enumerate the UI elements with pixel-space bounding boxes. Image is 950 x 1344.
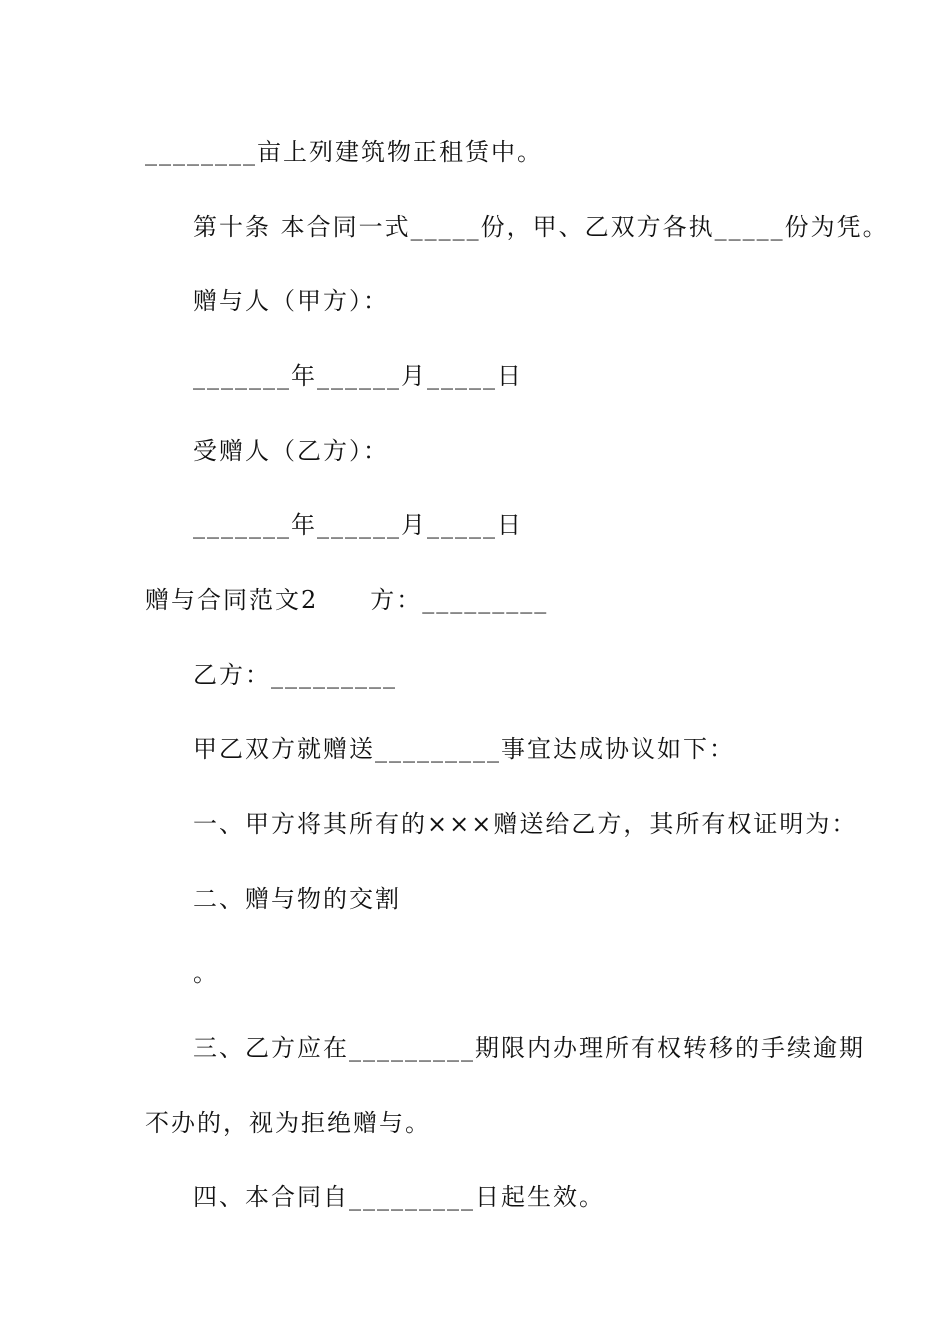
donor-date-line: _______年______月_____日 <box>193 362 523 390</box>
agreement-intro: 甲乙双方就赠送_________事宜达成协议如下： <box>193 735 735 763</box>
clause-one: 一、甲方将其所有的×××赠送给乙方，其所有权证明为： <box>193 810 858 838</box>
clause-four: 四、本合同自_________日起生效。 <box>193 1183 605 1211</box>
clause-two-end: 。 <box>193 959 219 987</box>
clause-two: 二、赠与物的交割 <box>193 885 401 913</box>
donee-date-line: _______年______月_____日 <box>193 511 523 539</box>
clause-three-continued: 不办的，视为拒绝赠与。 <box>145 1109 431 1137</box>
paragraph-lease-note: ________亩上列建筑物正租赁中。 <box>145 138 543 166</box>
donee-label: 受赠人（乙方）： <box>193 437 389 465</box>
donor-label: 赠与人（甲方）： <box>193 287 389 315</box>
party-b-line: 乙方：_________ <box>193 661 397 689</box>
sample-two-heading: 赠与合同范文2 方：_________ <box>145 586 549 614</box>
paragraph-article-ten: 第十条 本合同一式_____份，甲、乙双方各执_____份为凭。 <box>193 213 889 241</box>
clause-three: 三、乙方应在_________期限内办理所有权转移的手续逾期 <box>193 1034 865 1062</box>
